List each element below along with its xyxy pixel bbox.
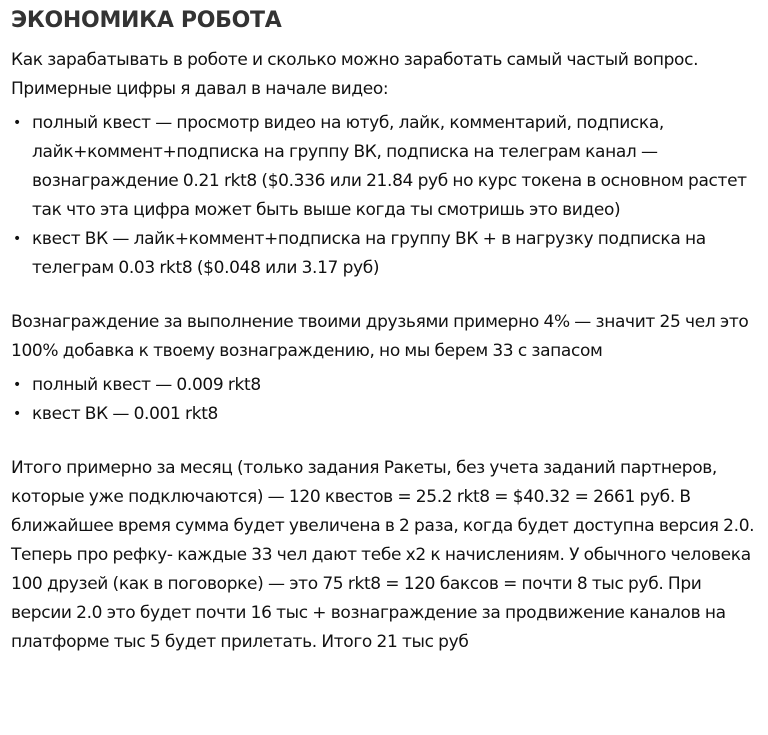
bullet-icon: • bbox=[13, 377, 21, 393]
list-item-text: полный квест — 0.009 rkt8 bbox=[32, 375, 261, 395]
list-item bbox=[11, 371, 758, 400]
list-item bbox=[11, 109, 758, 225]
summary-paragraph: Итого примерно за месяц (только задания Ракеты, без учета заданий партнеров, которые уже подключаются) — 120 квестов = 25.2 rkt8 = $40.32 = 2661 руб. В ближайшее время сумма будет увеличена в 2 раза, когда будет доступна версия 2.0. Теперь про рефку- каждые 33 чел дают тебе x2 к начислениям. У обычного человека 100 друзей (как в поговорке) — это 75 rkt8 = 120 баксов = почти 8 тыс руб. При версии 2.0 это будет почти 16 тыс + вознаграждение за продвижение каналов на платформе тыс 5 будет прилетать. Итого 21 тыс руб bbox=[11, 458, 755, 652]
list-item-text: квест ВК — лайк+коммент+подписка на группу ВК + в нагрузку подписка на телеграм 0.03 rkt8 ($0.048 или 3.17 руб) bbox=[32, 229, 706, 278]
bullet-icon: • bbox=[13, 406, 21, 422]
bullet-icon: • bbox=[13, 115, 21, 131]
list-item-text: квест ВК — 0.001 rkt8 bbox=[32, 404, 218, 424]
referral-paragraph: Вознаграждение за выполнение твоими друзьями примерно 4% — значит 25 чел это 100% добавка к твоему вознаграждению, но мы берем 33 с запасом bbox=[11, 312, 749, 361]
list-item bbox=[11, 225, 758, 283]
article-title: ЭКОНОМИКА РОБОТА bbox=[11, 8, 282, 33]
list-item-text: полный квест — просмотр видео на ютуб, лайк, комментарий, подписка, лайк+коммент+подписка на группу ВК, подписка на телеграм канал — вознаграждение 0.21 rkt8 ($0.336 или 21.84 руб но курс токена в основном растет так что эта цифра может быть выше когда ты смотришь это видео) bbox=[32, 113, 747, 220]
intro-paragraph: Как зарабатывать в роботе и сколько можно заработать самый частый вопрос. Примерные цифры я давал в начале видео: bbox=[11, 50, 699, 99]
list-item bbox=[11, 400, 758, 429]
quest-rewards-list bbox=[11, 109, 758, 283]
bullet-icon: • bbox=[13, 231, 21, 247]
referral-rewards-list bbox=[11, 371, 758, 429]
